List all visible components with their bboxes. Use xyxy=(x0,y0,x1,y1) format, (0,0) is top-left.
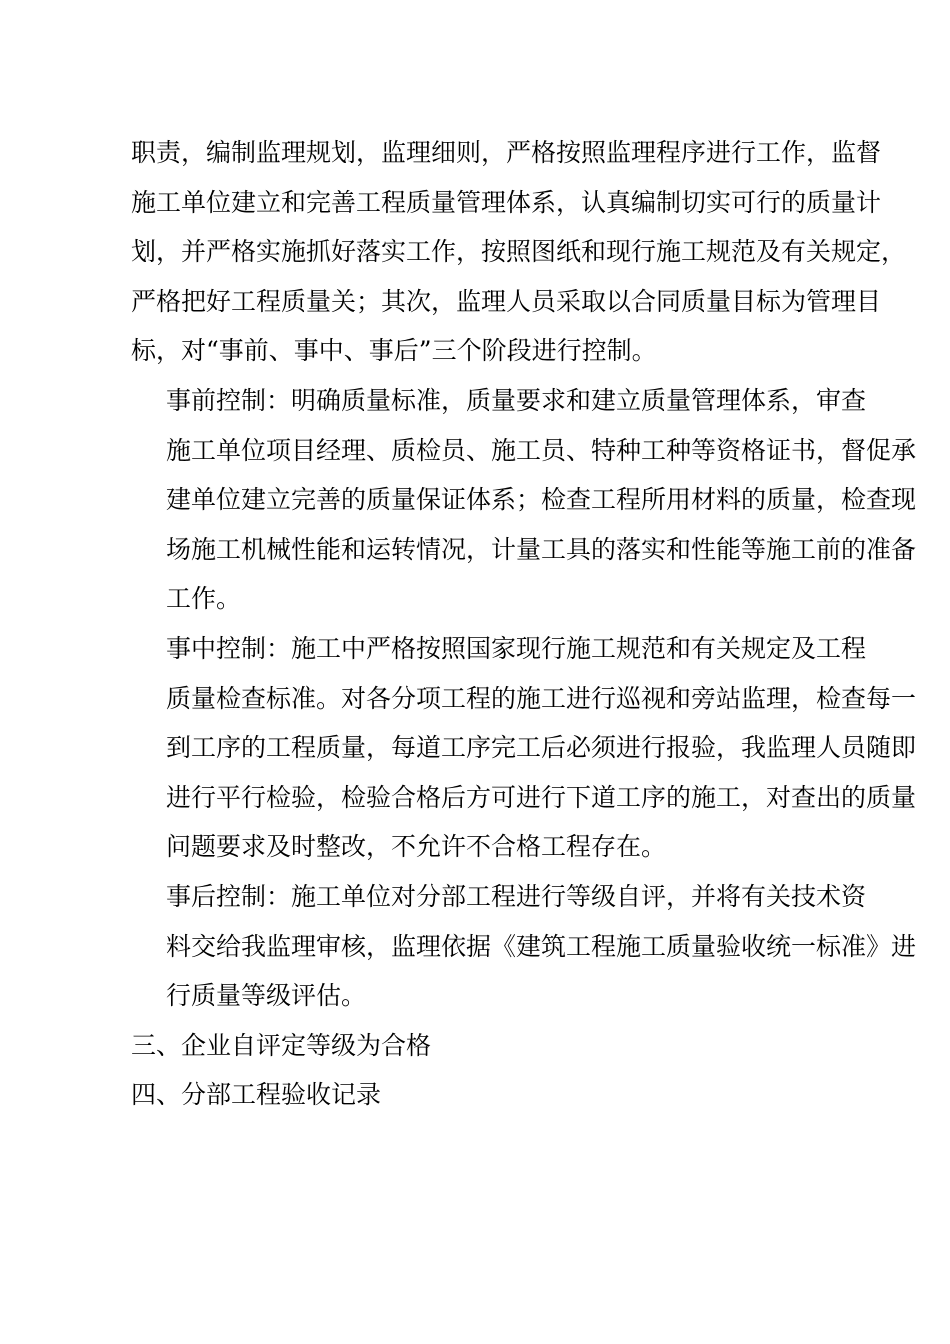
text-line: 到工序的工程质量，每道工序完工后必须进行报验，我监理人员随即 xyxy=(166,733,917,763)
paragraph-pre-control xyxy=(131,376,917,624)
text-line: 划，并严格实施抓好落实工作，按照图纸和现行施工规范及有关规定， xyxy=(131,237,907,267)
text-line: 施工单位项目经理、质检员、施工员、特种工种等资格证书，督促承 xyxy=(166,435,917,465)
section-heading-3 xyxy=(131,1021,853,1071)
text-line: 工作。 xyxy=(166,584,242,614)
text-line: 场施工机械性能和运转情况，计量工具的落实和性能等施工前的准备 xyxy=(166,534,917,564)
text-line: 问题要求及时整改，不允许不合格工程存在。 xyxy=(166,832,667,862)
text-line: 三、企业自评定等级为合格 xyxy=(131,1030,432,1060)
text-line: 四、分部工程验收记录 xyxy=(131,1080,382,1110)
paragraph-post-control xyxy=(131,872,917,1021)
text-line: 建单位建立完善的质量保证体系；检查工程所用材料的质量，检查现 xyxy=(166,485,917,515)
text-line: 事后控制：施工单位对分部工程进行等级自评，并将有关技术资 xyxy=(166,881,867,911)
text-line: 标，对“事前、事中、事后”三个阶段进行控制。 xyxy=(131,336,657,366)
text-line: 事中控制：施工中严格按照国家现行施工规范和有关规定及工程 xyxy=(166,633,867,663)
text-line: 施工单位建立和完善工程质量管理体系，认真编制切实可行的质量计 xyxy=(131,187,882,217)
text-line: 料交给我监理审核，监理依据《建筑工程施工质量验收统一标准》进 xyxy=(166,931,917,961)
paragraph-intro xyxy=(131,128,907,376)
text-line: 严格把好工程质量关；其次，监理人员采取以合同质量目标为管理目 xyxy=(131,286,882,316)
text-line: 进行平行检验，检验合格后方可进行下道工序的施工，对查出的质量 xyxy=(166,782,917,812)
document-body xyxy=(131,128,917,1120)
text-line: 行质量等级评估。 xyxy=(166,981,367,1011)
paragraph-mid-control xyxy=(131,624,917,872)
text-line: 职责，编制监理规划，监理细则，严格按照监理程序进行工作，监督 xyxy=(131,138,882,167)
text-line: 质量检查标准。对各分项工程的施工进行巡视和旁站监理，检查每一 xyxy=(166,683,917,713)
text-line: 事前控制：明确质量标准，质量要求和建立质量管理体系，审查 xyxy=(166,385,867,415)
section-heading-4 xyxy=(131,1070,853,1120)
